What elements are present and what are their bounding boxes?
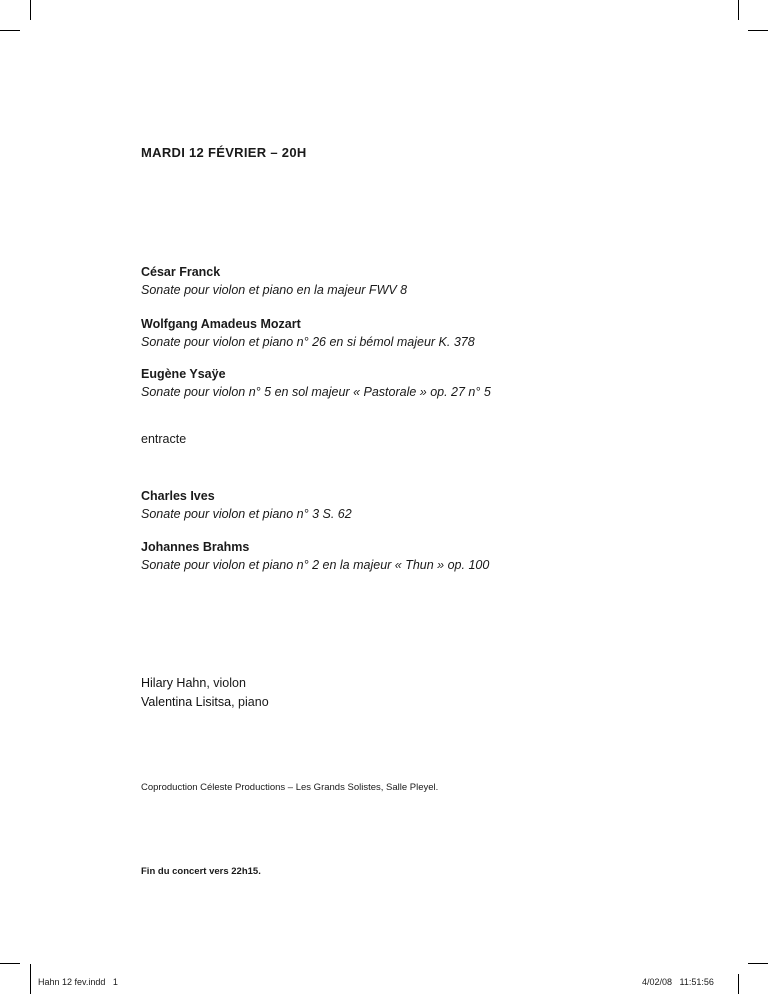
performer — [141, 674, 269, 693]
crop-mark-top-right-h — [748, 30, 768, 31]
intermission-label: entracte — [141, 432, 187, 446]
end-time-note: Fin du concert vers 22h15. — [141, 866, 261, 877]
program-item-5 — [141, 538, 489, 574]
crop-mark-bottom-left-h — [0, 963, 20, 964]
performer-name: Hilary Hahn — [141, 676, 207, 690]
work-title: Sonate pour violon n° 5 en sol majeur « Pastorale » op. 27 n° 5 — [141, 385, 491, 399]
slug-frame-left — [30, 964, 31, 994]
page-title: MARDI 12 FÉVRIER – 20H — [141, 145, 307, 160]
work-title: Sonate pour violon et piano en la majeur FWV 8 — [141, 283, 408, 297]
performers-list — [141, 674, 269, 712]
slug-timestamp: 4/02/08 11:51:56 — [642, 977, 714, 987]
program-item-4 — [141, 487, 352, 523]
performer-role: , violon — [206, 676, 246, 690]
composer-name: Charles Ives — [141, 489, 215, 503]
crop-mark-bottom-right-v — [738, 974, 739, 994]
performer-role: , piano — [231, 695, 269, 709]
work-title: Sonate pour violon et piano n° 26 en si bémol majeur K. 378 — [141, 335, 475, 349]
slug-filename: Hahn 12 fev.indd 1 — [38, 977, 118, 987]
work-title: Sonate pour violon et piano n° 2 en la majeur « Thun » op. 100 — [141, 558, 490, 572]
program-item-2 — [141, 315, 475, 351]
crop-mark-top-left-v — [30, 0, 31, 20]
composer-name: Johannes Brahms — [141, 540, 250, 554]
performer-name: Valentina Lisitsa — [141, 695, 232, 709]
crop-mark-top-left-h — [0, 30, 20, 31]
composer-name: Eugène Ysaÿe — [141, 367, 226, 381]
program-item-3 — [141, 365, 491, 401]
crop-mark-bottom-right-h — [748, 963, 768, 964]
performer — [141, 693, 269, 712]
composer-name: Wolfgang Amadeus Mozart — [141, 317, 301, 331]
work-title: Sonate pour violon et piano n° 3 S. 62 — [141, 507, 352, 521]
composer-name: César Franck — [141, 265, 221, 279]
program-item-1 — [141, 263, 407, 299]
crop-mark-top-right-v — [738, 0, 739, 20]
production-credit: Coproduction Céleste Productions – Les Grands Solistes, Salle Pleyel. — [141, 782, 439, 793]
